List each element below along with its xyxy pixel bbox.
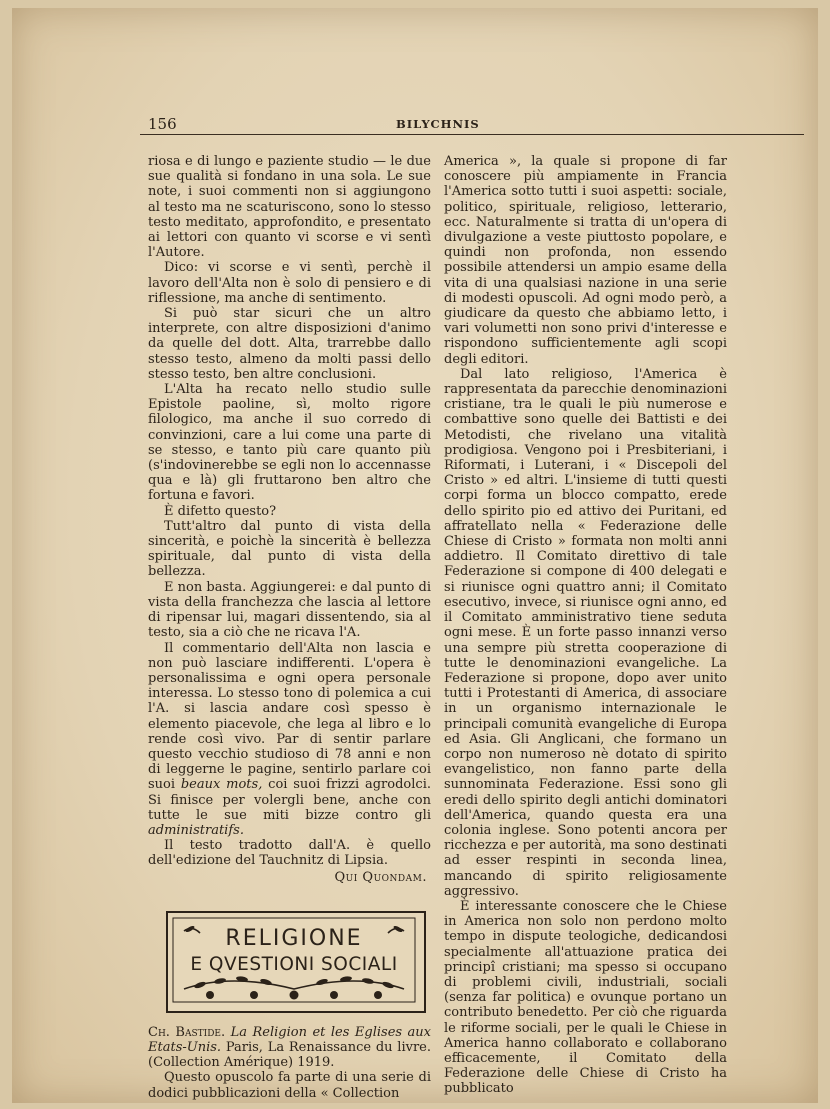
text-run: Il commentario dell'Alta non lascia e non può lasciare indifferenti. L'opera è personalissima e ogni opera personale interessa. Lo stesso tono di polemica a cui l'A. si lascia andare così spesso è elemento piacevole, che lega al libro e lo rende così vivo. Par di sentir parlare questo vecchio studioso di 78 anni e non di leggerne le pagine, sentirlo parlare coi suoi: [148, 640, 431, 793]
paragraph: È difetto questo?: [164, 503, 277, 519]
text-run: coi suoi frizzi agrodolci. Si finisce per volergli bene, anche con tutte le sue miti bizze contro gli: [148, 777, 431, 823]
italic-phrase: beaux mots,: [180, 777, 263, 793]
author-signature: Qui Quondam.: [334, 869, 427, 885]
page-header: [140, 113, 805, 135]
paragraph: Tutt'altro dal punto di vista della sincerità, e poichè la sincerità è bellezza spirituale, dal punto di vista della bellezza.: [148, 518, 431, 580]
paragraph: Dico: vi scorse e vi sentì, perchè il lavoro dell'Alta non è solo di pensiero e di riflessione, ma anche di sentimento.: [148, 260, 431, 306]
review-publication: Paris, La Renaissance du livre. (Collection Amérique) 1919.: [148, 1039, 431, 1071]
paragraph: E non basta. Aggiungerei: e dal punto di vista della franchezza che lascia al lettore di ripensar lui, magari dissentendo, sia al testo, sia a ciò che ne ricava l'A.: [148, 579, 431, 641]
section-banner: [166, 911, 426, 1013]
review-author: Ch. Bastide.: [148, 1024, 226, 1040]
banner-line-2: E QVESTIONI SOCIALI: [190, 953, 398, 975]
paragraph: Dal lato religioso, l'America è rappresentata da parecchie denominazioni cristiane, tra le quali le più numerose e combattive sono quelle dei Battisti e dei Metodisti, che rivelano una vitalità prodigiosa. Vengono poi i Presbiteriani, i Riformati, i Luterani, i « Discepoli del Cristo » ed altri. L'insieme di tutti questi corpi forma un blocco compatto, erede dello spirito pio ed attivo dei Puritani, ed affratellato nella « Federazione delle Chiese di Cristo » formata non molti anni addietro. Il Comitato direttivo di tale Federazione si compone di 400 delegati e si riunisce ogni quattro anni; il Comitato esecutivo, invece, si riunisce ogni anno, ed il Comitato amministrativo tiene seduta ogni mese. È un forte passo innanzi verso una sempre più stretta cooperazione di tutte le denominazioni evangeliche. La Federazione si propone, dopo aver unito tutti i Protestanti di America, di associare in un organismo internazionale le principali comunità evangeliche di Europa ed Asia. Gli Anglicani, che formano un corpo non numeroso nè dotato di spirito evangelistico, non fanno parte della sunnominata Federazione. Essi sono gli eredi dello spirito degli antichi dominatori dell'America, quando questa era una colonia inglese. Sono potenti ancora per ricchezza e per autorità, ma sono destinati ad esser respinti in seconda linea, mancando di spirito religiosamente aggressivo.: [444, 366, 727, 899]
review-title: La Religion et les Eglises aux Etats-Unis.: [148, 1024, 431, 1055]
header-rule: [140, 134, 804, 135]
italic-phrase: administratifs.: [148, 822, 244, 838]
paragraph: Il testo tradotto dall'A. è quello dell'edizione del Tauchnitz di Lipsia.: [148, 838, 431, 869]
paragraph: L'Alta ha recato nello studio sulle Epistole paoline, sì, molto rigore filologico, ma anche il suo corredo di convinzioni, care a lui come una parte di se stesso, e tanto più care quanto più (s'indovinerebbe se egli non lo accennasse qua e là) gli fruttarono ben altro che fortuna e favori.: [148, 382, 431, 504]
review-citation: [148, 1025, 431, 1071]
paragraph: È interessante conoscere che le Chiese in America non solo non perdono molto tempo in dispute teologiche, dedicandosi specialmente all'attuazione pratica dei principî cristiani; ma spesso si occupano di problemi civili, industriali, sociali (senza far politica) e ovunque portano un contributo benedetto. Per ciò che riguarda le riforme sociali, per le quali le Chiese in America hanno collaborato e collaborano efficacemente, il Comitato della Federazione delle Chiese di Cristo ha pubblicato: [444, 898, 727, 1097]
banner-line-1: RELIGIONE: [225, 925, 363, 951]
paragraph: [148, 641, 431, 839]
paragraph: Questo opuscolo fa parte di una serie di dodici pubblicazioni della « Collection: [148, 1070, 431, 1101]
page-number: 156: [148, 115, 177, 133]
paragraph: America », la quale si propone di far conoscere più ampiamente in Francia l'America sotto tutti i suoi aspetti: sociale, politico, spirituale, religioso, letterario, ecc. Naturalmente si tratta di un'opera di divulgazione a veste piuttosto popolare, e quindi non profonda, non essendo possibile attendersi un ampio esame della vita di una qualsiasi nazione in una serie di modesti opuscoli. Ad ogni modo però, a giudicare da questo che abbiamo letto, i vari volumetti non sono privi d'interesse e rispondono sufficientemente agli scopi degli editori.: [444, 154, 727, 367]
running-title: BILYCHNIS: [396, 117, 480, 131]
banner-artwork: [170, 915, 418, 1005]
right-column: [444, 154, 727, 1097]
left-column: [148, 154, 431, 1101]
paragraph: Si può star sicuri che un altro interprete, con altre disposizioni d'animo da quelle del dott. Alta, trarrebbe dallo stesso testo, almeno da molti passi dello stesso testo, ben altre conclusioni.: [148, 306, 431, 382]
paragraph: riosa e di lungo e paziente studio — le due sue qualità si fondano in una sola. Le sue note, i suoi commenti non si aggiungono al testo ma ne scaturiscono, sono lo stesso testo meditato, approfondito, e presentato ai lettori con quanto vi scorse e vi sentì l'Autore.: [148, 154, 431, 261]
